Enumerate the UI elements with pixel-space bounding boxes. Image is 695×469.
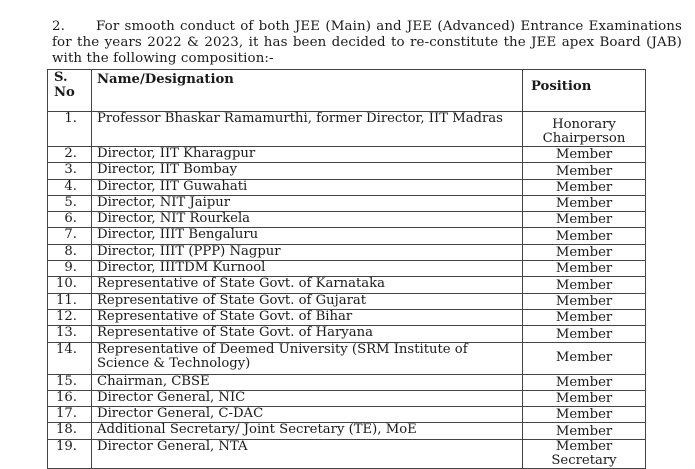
row-sno: 19. — [48, 439, 92, 468]
table-row — [48, 244, 646, 260]
table-row — [48, 374, 646, 390]
row-sno: 3. — [48, 163, 92, 179]
row-sno: 14. — [48, 342, 92, 374]
row-name: Representative of Deemed University (SRM Institute of Science & Technology) — [92, 342, 523, 374]
table-row — [48, 309, 646, 325]
row-position: Member — [523, 244, 646, 260]
row-name: Director General, NTA — [92, 439, 523, 468]
table-row — [48, 261, 646, 277]
row-name: Director, IIT Guwahati — [92, 179, 523, 195]
row-sno: 16. — [48, 390, 92, 406]
row-position: Member — [523, 212, 646, 228]
header-name: Name/Designation — [92, 70, 523, 112]
row-name: Director, IIT Bombay — [92, 163, 523, 179]
table-row — [48, 326, 646, 342]
row-sno: 2. — [48, 147, 92, 163]
table-row — [48, 293, 646, 309]
row-position: Member — [523, 179, 646, 195]
row-position: Member — [523, 228, 646, 244]
table-row — [48, 407, 646, 423]
row-position: Member — [523, 326, 646, 342]
table-row — [48, 195, 646, 211]
row-sno: 4. — [48, 179, 92, 195]
paragraph-number: 2. — [52, 19, 65, 35]
table-row — [48, 147, 646, 163]
row-position: Member — [523, 261, 646, 277]
row-position: Member — [523, 147, 646, 163]
row-name: Director, NIT Jaipur — [92, 195, 523, 211]
row-name: Director, IIIT Bengaluru — [92, 228, 523, 244]
row-position: Member — [523, 293, 646, 309]
row-sno: 12. — [48, 309, 92, 325]
row-position: Member — [523, 407, 646, 423]
row-sno: 18. — [48, 423, 92, 439]
table-row — [48, 423, 646, 439]
row-position: Member Secretary — [523, 439, 646, 468]
row-sno: 6. — [48, 212, 92, 228]
row-name: Director General, C-DAC — [92, 407, 523, 423]
row-sno: 5. — [48, 195, 92, 211]
table-row — [48, 390, 646, 406]
row-name: Representative of State Govt. of Bihar — [92, 309, 523, 325]
row-name: Director, IIIT (PPP) Nagpur — [92, 244, 523, 260]
row-name: Director, NIT Rourkela — [92, 212, 523, 228]
row-name: Director, IIT Kharagpur — [92, 147, 523, 163]
row-position: Member — [523, 309, 646, 325]
paragraph-text: For smooth conduct of both JEE (Main) and JEE (Advanced) Entrance Examinations for the years 2022 & 2023, it has been decided to re-constitute the JEE apex Board (JAB) with the following composition:- — [52, 19, 682, 67]
row-sno: 7. — [48, 228, 92, 244]
row-position: Member — [523, 423, 646, 439]
table-row — [48, 439, 646, 468]
intro-paragraph — [52, 19, 682, 67]
table-row — [48, 228, 646, 244]
row-sno: 15. — [48, 374, 92, 390]
row-name: Director General, NIC — [92, 390, 523, 406]
row-sno: 11. — [48, 293, 92, 309]
row-name: Chairman, CBSE — [92, 374, 523, 390]
row-name: Representative of State Govt. of Karnataka — [92, 277, 523, 293]
row-name: Representative of State Govt. of Haryana — [92, 326, 523, 342]
row-position: Member — [523, 277, 646, 293]
table-row — [48, 342, 646, 374]
row-position: Member — [523, 374, 646, 390]
row-sno: 13. — [48, 326, 92, 342]
table-row — [48, 163, 646, 179]
composition-table — [47, 69, 646, 469]
header-sno: S. No — [48, 70, 92, 112]
row-name: Representative of State Govt. of Gujarat — [92, 293, 523, 309]
row-name: Director, IIITDM Kurnool — [92, 261, 523, 277]
row-name: Additional Secretary/ Joint Secretary (TE), MoE — [92, 423, 523, 439]
table-header-row — [48, 70, 646, 112]
row-position: Member — [523, 390, 646, 406]
row-position: Member — [523, 195, 646, 211]
row-name: Professor Bhaskar Ramamurthi, former Director, IIT Madras — [92, 112, 523, 147]
table-row — [48, 179, 646, 195]
row-sno: 10. — [48, 277, 92, 293]
table-row — [48, 112, 646, 147]
header-position: Position — [523, 70, 646, 112]
row-sno: 1. — [48, 112, 92, 147]
row-position: Honorary Chairperson — [523, 112, 646, 147]
row-sno: 9. — [48, 261, 92, 277]
row-position: Member — [523, 342, 646, 374]
row-sno: 8. — [48, 244, 92, 260]
row-sno: 17. — [48, 407, 92, 423]
row-position: Member — [523, 163, 646, 179]
table-row — [48, 212, 646, 228]
table-row — [48, 277, 646, 293]
